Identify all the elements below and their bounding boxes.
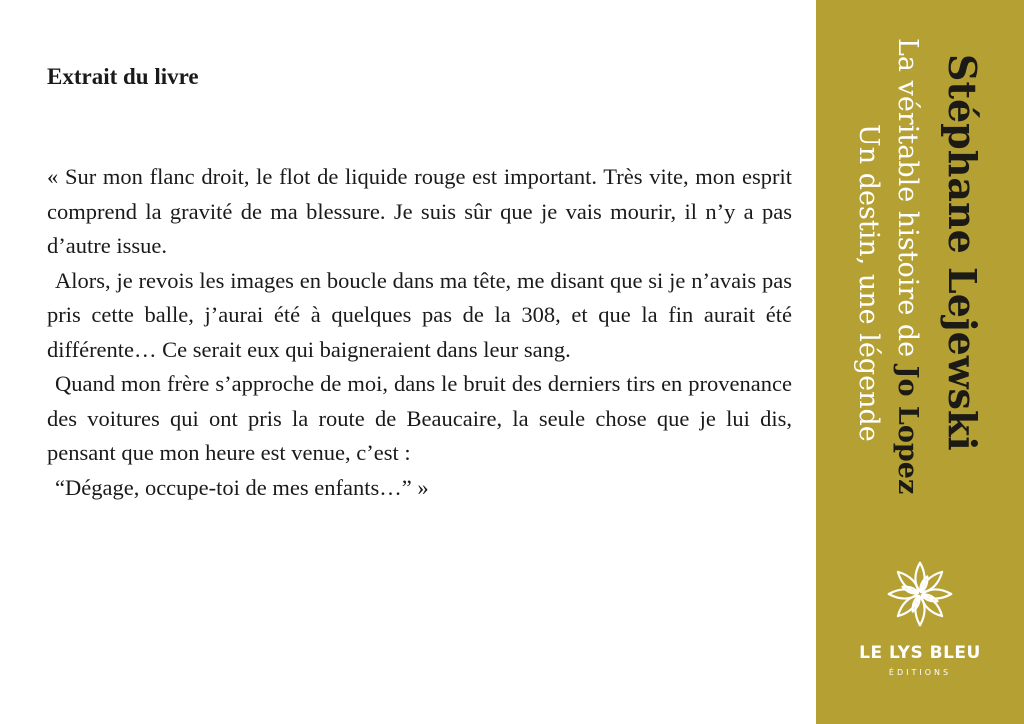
publisher-subline: ÉDITIONS	[888, 668, 952, 677]
excerpt-paragraph: « Sur mon flanc droit, le flot de liquide rouge est important. Très vite, mon esprit comprend la gravité de ma blessure. Je suis sûr que je vais mourir, il n’y a pas d’autre issue.	[47, 164, 792, 258]
book-subtitle: Un destin, une légende	[853, 124, 884, 442]
publisher-name: LE LYS BLEU	[859, 643, 981, 663]
book-title	[892, 38, 923, 568]
excerpt-quote: “Dégage, occupe-toi de mes enfants…” »	[55, 474, 429, 500]
book-sidebar	[816, 0, 1024, 724]
excerpt-content	[47, 60, 792, 505]
author-name: Stéphane Lejewski	[940, 54, 985, 451]
excerpt-heading: Extrait du livre	[47, 64, 199, 89]
lily-flower-icon	[886, 560, 954, 628]
book-title-name: Jo Lopez	[892, 365, 923, 495]
book-title-prefix: La véritable histoire de	[892, 38, 923, 366]
excerpt-paragraph: Alors, je revois les images en boucle dans ma tête, me disant que si je n’avais pas pris cette balle, j’aurai été à quelques pas de la 308, et que la fin aurait été différente… Ce serait eux qui baigneraient dans leur sang.	[47, 267, 792, 362]
excerpt-paragraph: Quand mon frère s’approche de moi, dans le bruit des derniers tirs en provenance des voitures qui ont pris la route de Beaucaire, la seule chose que je lui dis, pensant que mon heure est venue, c’est :	[47, 371, 792, 465]
